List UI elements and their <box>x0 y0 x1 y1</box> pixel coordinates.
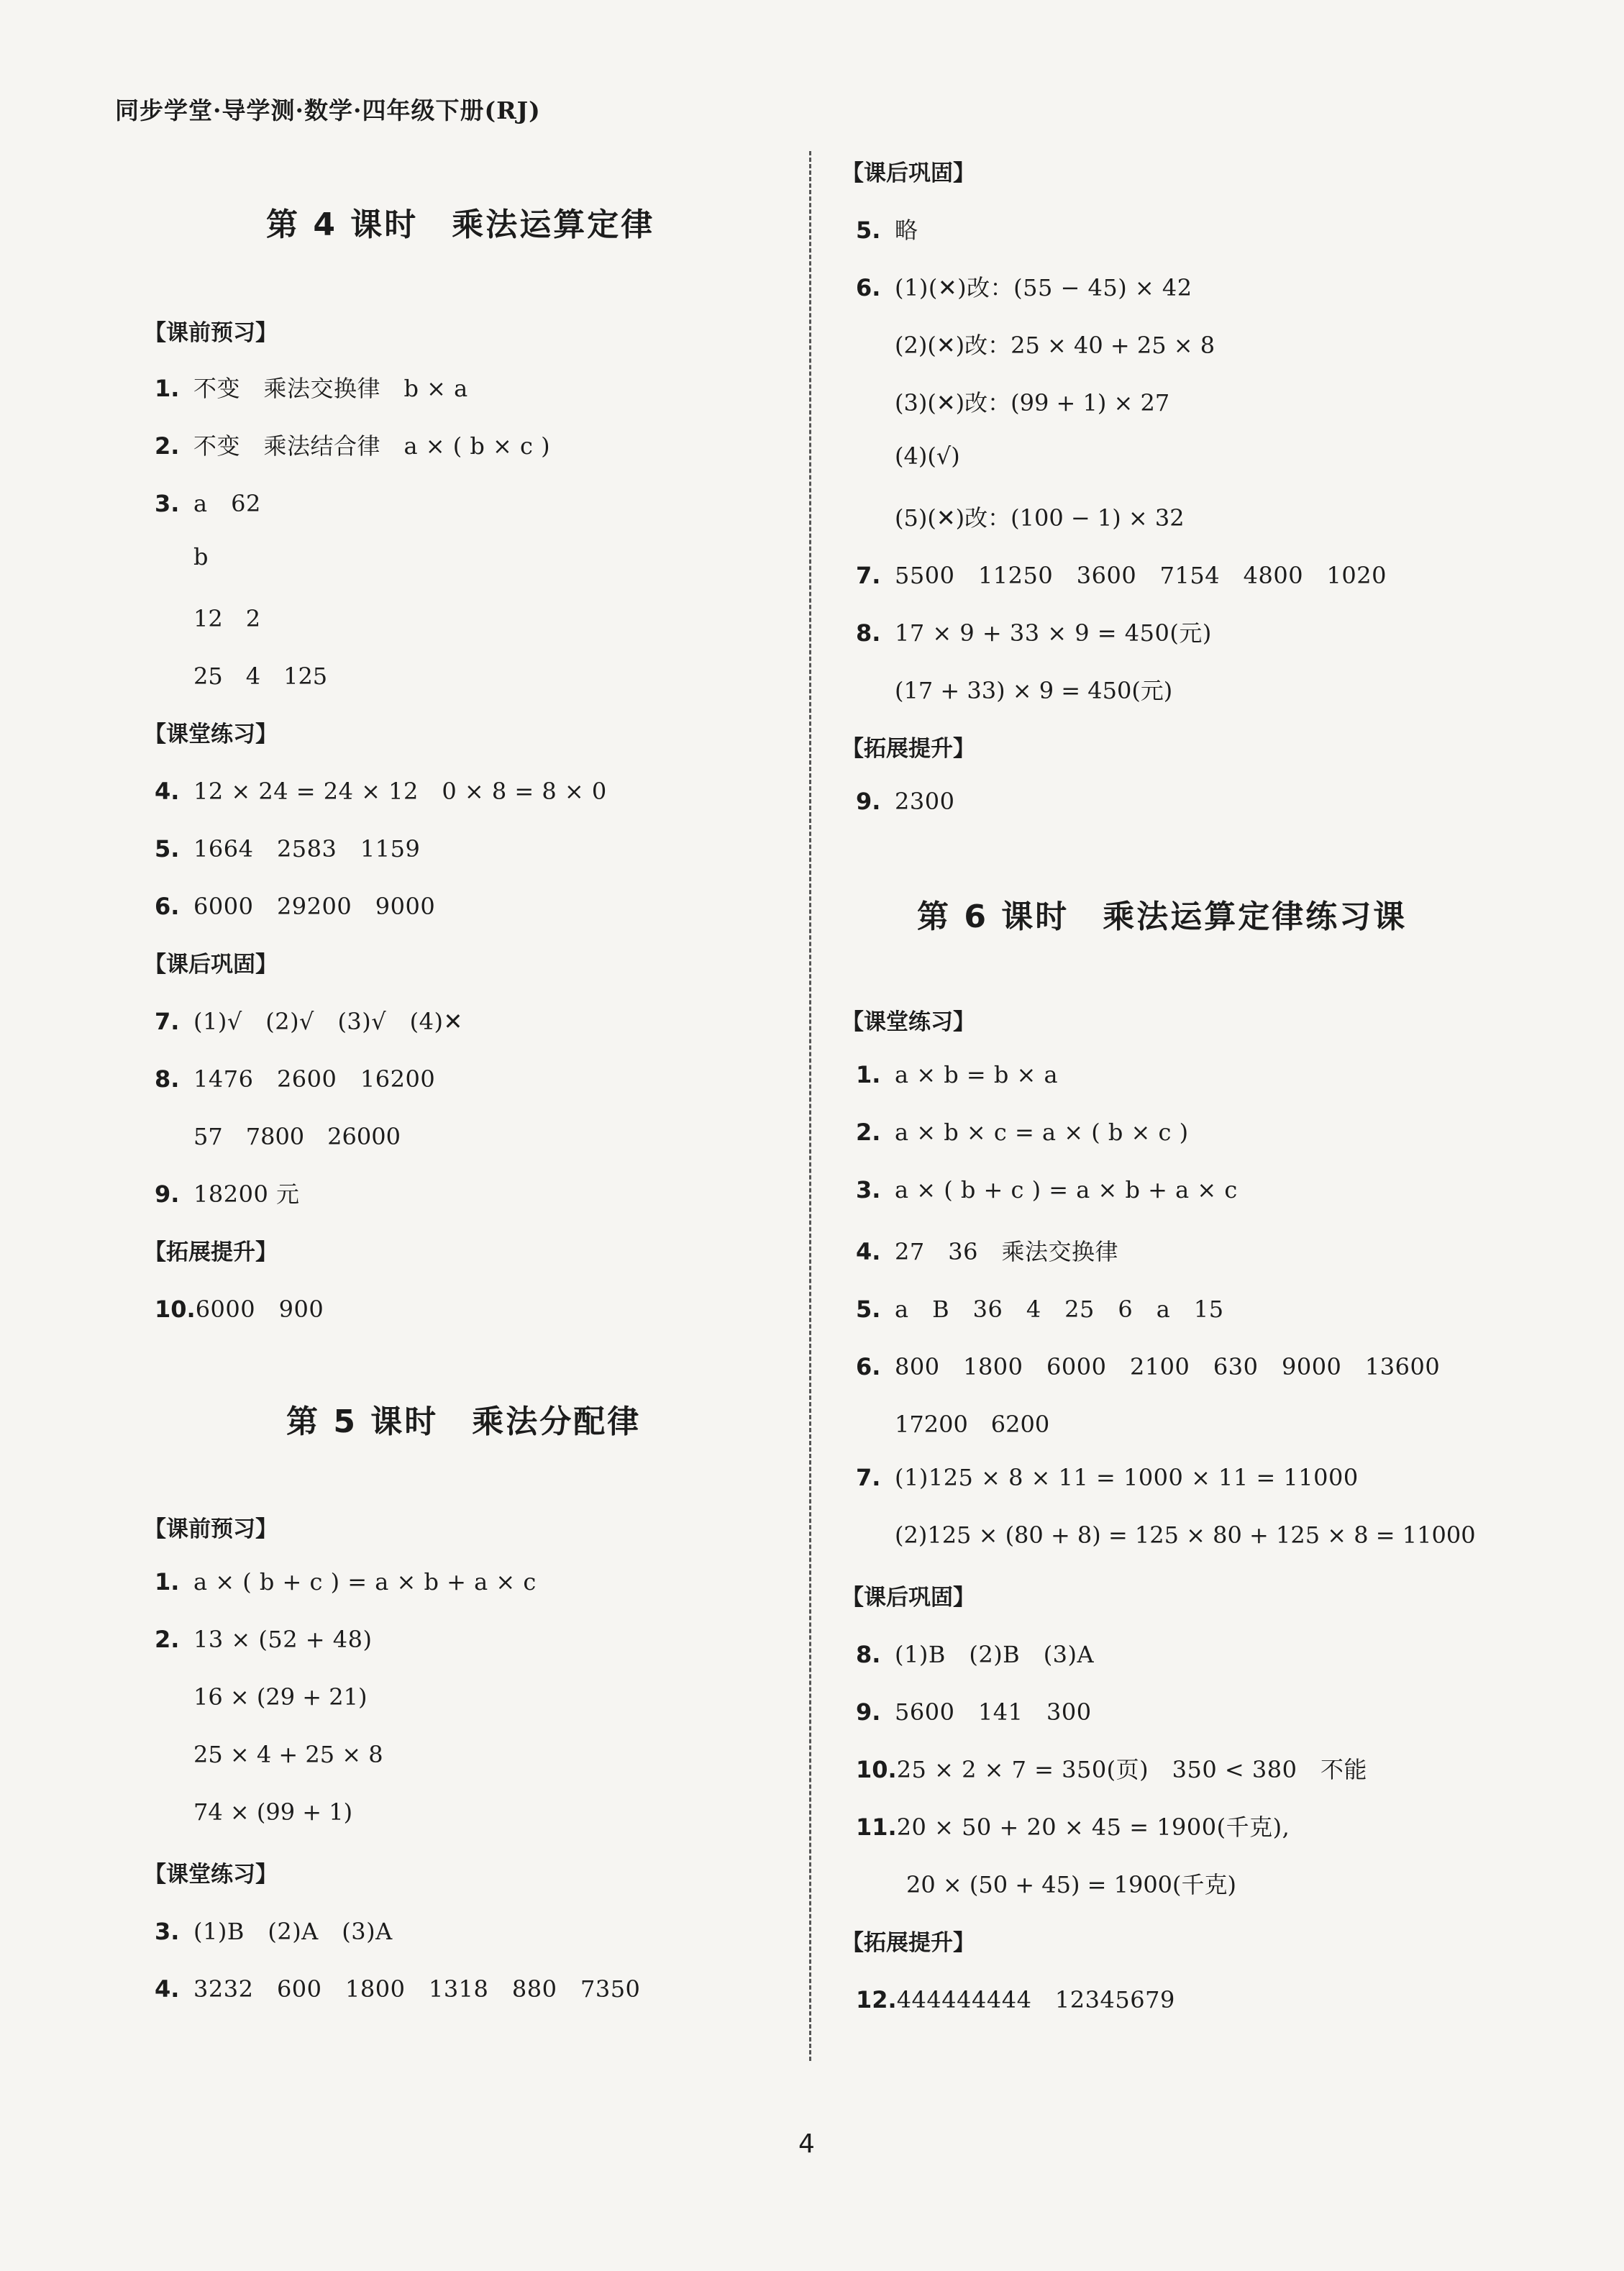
answer-item <box>155 1176 299 1209</box>
item-number: 9. <box>856 788 881 815</box>
answer-item <box>155 773 607 806</box>
answer-item <box>155 888 435 921</box>
column-divider <box>809 151 811 2061</box>
answer-continuation: (17 + 33) × 9 = 450(元) <box>895 677 1173 704</box>
page-number: 4 <box>798 2129 815 2159</box>
right-column <box>813 0 1476 2271</box>
answer-item <box>856 1809 1290 1842</box>
item-number: 8. <box>856 619 881 647</box>
answer-text: 6000 29200 9000 <box>193 893 436 920</box>
answer-item <box>155 1971 640 2004</box>
answer-text: 18200 元 <box>193 1180 300 1208</box>
answer-item <box>856 1982 1175 2015</box>
answer-item <box>155 1913 393 1947</box>
answer-text: 5600 141 300 <box>895 1698 1092 1726</box>
answer-item <box>856 1061 1058 1088</box>
item-number: 6. <box>856 274 881 301</box>
item-number: 3. <box>155 1918 180 1945</box>
category-classroom-practice: 【课堂练习】 <box>841 1009 975 1035</box>
answer-continuation: 12 2 <box>193 605 261 632</box>
answer-item <box>155 370 468 404</box>
answer-item <box>155 1061 435 1094</box>
item-number: 8. <box>155 1065 180 1093</box>
left-column <box>0 0 655 2271</box>
answer-item <box>856 788 954 815</box>
answer-item <box>155 1003 463 1037</box>
answer-item <box>155 428 550 461</box>
item-number: 2. <box>155 432 180 460</box>
answer-item <box>856 1752 1367 1785</box>
item-number: 1. <box>155 1568 180 1596</box>
answer-item <box>856 1119 1189 1146</box>
item-number: 2. <box>856 1119 881 1146</box>
answer-text: 5500 11250 3600 7154 4800 1020 <box>895 562 1387 589</box>
answer-text: 不变 乘法交换律 b × a <box>193 375 468 402</box>
answer-continuation: 20 × (50 + 45) = 1900(千克) <box>906 1871 1237 1898</box>
answer-text: 17 × 9 + 33 × 9 = 450(元) <box>895 619 1212 647</box>
answer-text: 13 × (52 + 48) <box>193 1626 373 1653</box>
answer-item <box>856 1637 1094 1670</box>
item-number: 4. <box>155 778 180 805</box>
item-number: 3. <box>856 1176 881 1203</box>
item-number: 7. <box>155 1008 180 1035</box>
answer-text: 20 × 50 + 20 × 45 = 1900(千克), <box>896 1813 1290 1841</box>
answer-text: 3232 600 1800 1318 880 7350 <box>193 1975 641 2003</box>
answer-item <box>856 615 1212 648</box>
answer-item <box>856 1176 1238 1203</box>
category-review: 【课后巩固】 <box>841 160 975 186</box>
answer-item <box>856 1694 1092 1727</box>
item-number: 9. <box>155 1180 180 1208</box>
item-number: 2. <box>155 1626 180 1653</box>
answer-text: 1476 2600 16200 <box>193 1065 436 1093</box>
answer-continuation: (5)(✕)改：(100 − 1) × 32 <box>895 504 1185 532</box>
answer-text: (1)(✕)改：(55 − 45) × 42 <box>895 274 1192 301</box>
answer-text: 不变 乘法结合律 a × ( b × c ) <box>193 432 551 460</box>
item-number: 12. <box>856 1986 897 2013</box>
answer-text: a × b = b × a <box>895 1061 1059 1088</box>
category-review: 【课后巩固】 <box>841 1585 975 1611</box>
answer-text: 6000 900 <box>195 1296 324 1323</box>
item-number: 11. <box>856 1813 897 1841</box>
answer-text: 2300 <box>895 788 955 815</box>
answer-item <box>155 486 261 519</box>
category-preview: 【课前预习】 <box>144 320 278 346</box>
item-number: 1. <box>856 1061 881 1088</box>
item-number: 7. <box>856 562 881 589</box>
answer-item <box>856 212 918 245</box>
item-number: 5. <box>856 217 881 244</box>
answer-text: a 62 <box>193 490 261 517</box>
answer-continuation: 16 × (29 + 21) <box>193 1683 368 1711</box>
category-extension: 【拓展提升】 <box>841 736 975 762</box>
answer-text: 略 <box>895 217 918 244</box>
item-number: 1. <box>155 375 180 402</box>
section-title-lesson-4: 第 4 课时 乘法运算定律 <box>266 206 655 243</box>
answer-text: (1)125 × 8 × 11 = 1000 × 11 = 11000 <box>895 1464 1359 1491</box>
item-number: 4. <box>856 1238 881 1265</box>
item-number: 6. <box>155 893 180 920</box>
answer-item <box>155 1568 537 1596</box>
answer-text: 12 × 24 = 24 × 12 0 × 8 = 8 × 0 <box>193 778 607 805</box>
answer-continuation: 25 4 125 <box>193 663 328 690</box>
item-number: 3. <box>155 490 180 517</box>
answer-text: a × ( b + c ) = a × b + a × c <box>895 1176 1238 1203</box>
answer-continuation: 25 × 4 + 25 × 8 <box>193 1741 383 1768</box>
answer-item <box>856 1234 1118 1267</box>
item-number: 4. <box>155 1975 180 2003</box>
answer-text: 800 1800 6000 2100 630 9000 13600 <box>895 1353 1441 1380</box>
category-classroom-practice: 【课堂练习】 <box>144 722 278 747</box>
category-classroom-practice: 【课堂练习】 <box>144 1862 278 1888</box>
section-title-lesson-6: 第 6 课时 乘法运算定律练习课 <box>917 898 1408 935</box>
answer-item <box>856 557 1387 591</box>
answer-text: a × ( b + c ) = a × b + a × c <box>193 1568 537 1596</box>
answer-continuation: 74 × (99 + 1) <box>193 1798 353 1826</box>
item-number: 5. <box>155 835 180 863</box>
answer-continuation: (3)(✕)改：(99 + 1) × 27 <box>895 389 1170 417</box>
answer-text: 1664 2583 1159 <box>193 835 421 863</box>
item-number: 5. <box>856 1296 881 1323</box>
answer-item <box>856 1349 1440 1382</box>
answer-continuation: b <box>193 543 209 570</box>
answer-continuation: (2)125 × (80 + 8) = 125 × 80 + 125 × 8 = 11000 <box>895 1521 1476 1549</box>
item-number: 10. <box>155 1296 196 1323</box>
answer-text: 27 36 乘法交换律 <box>895 1238 1118 1265</box>
item-number: 8. <box>856 1641 881 1668</box>
answer-continuation: 17200 6200 <box>895 1411 1050 1438</box>
answer-continuation: 57 7800 26000 <box>193 1123 401 1150</box>
category-extension: 【拓展提升】 <box>841 1930 975 1956</box>
page-header: 同步学堂·导学测·数学·四年级下册(RJ) <box>115 96 541 124</box>
answer-item <box>856 1464 1359 1491</box>
answer-text: 25 × 2 × 7 = 350(页) 350 < 380 不能 <box>896 1756 1367 1783</box>
answer-item <box>856 1291 1224 1324</box>
section-title-lesson-5: 第 5 课时 乘法分配律 <box>286 1403 642 1440</box>
answer-item <box>155 1291 324 1324</box>
item-number: 6. <box>856 1353 881 1380</box>
answer-continuation: (2)(✕)改：25 × 40 + 25 × 8 <box>895 332 1215 359</box>
item-number: 9. <box>856 1698 881 1726</box>
answer-continuation: (4)(√) <box>895 442 960 470</box>
answer-item <box>155 1626 372 1653</box>
answer-item <box>856 270 1192 303</box>
answer-text: 444444444 12345679 <box>896 1986 1175 2013</box>
category-extension: 【拓展提升】 <box>144 1239 278 1265</box>
item-number: 7. <box>856 1464 881 1491</box>
category-preview: 【课前预习】 <box>144 1516 278 1542</box>
answer-item <box>155 831 420 864</box>
category-review: 【课后巩固】 <box>144 952 278 978</box>
answer-text: (1)B (2)A (3)A <box>193 1918 393 1945</box>
answer-text: (1)√ (2)√ (3)√ (4)✕ <box>193 1008 463 1035</box>
item-number: 10. <box>856 1756 897 1783</box>
answer-text: (1)B (2)B (3)A <box>895 1641 1095 1668</box>
answer-text: a × b × c = a × ( b × c ) <box>895 1119 1189 1146</box>
answer-text: a B 36 4 25 6 a 15 <box>895 1296 1224 1323</box>
